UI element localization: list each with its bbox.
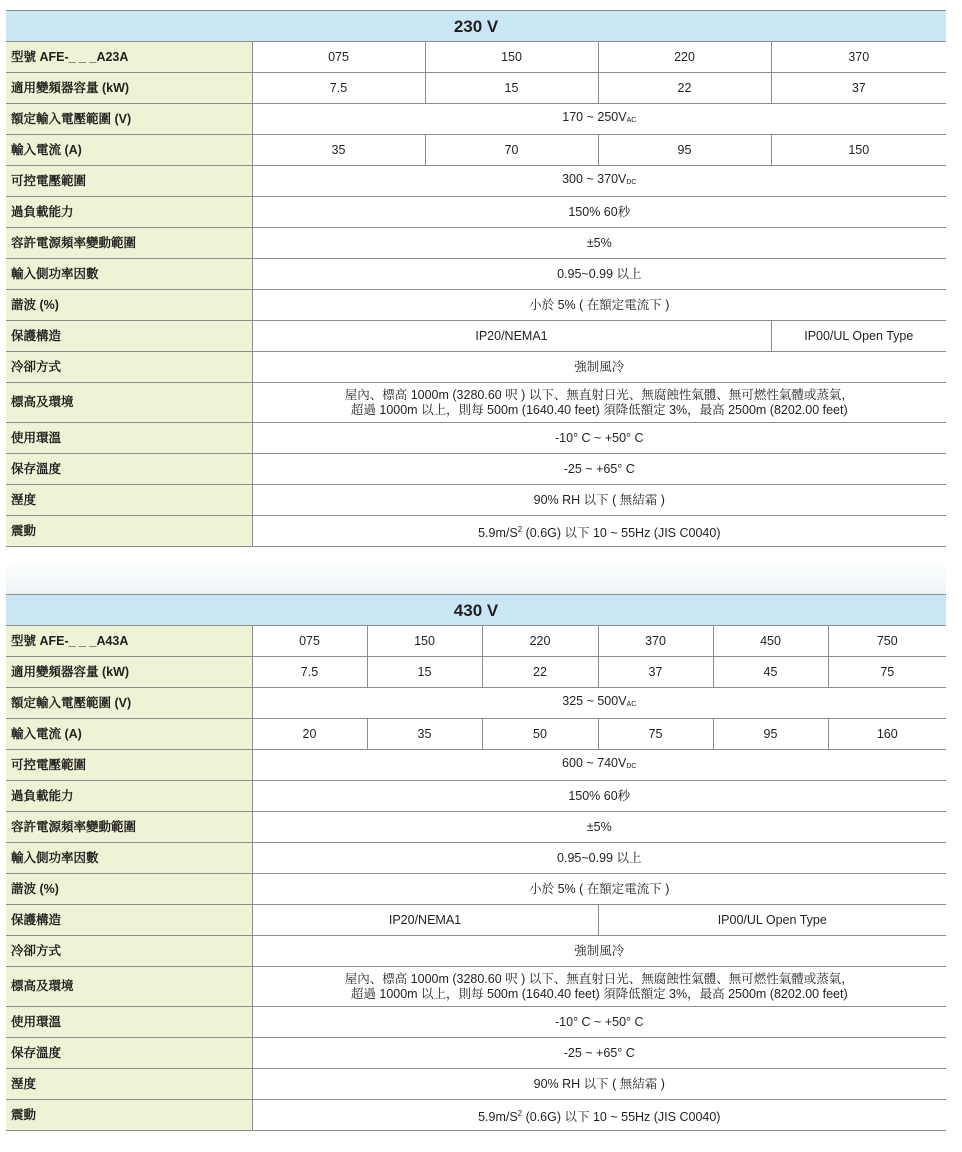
altitude-cell: 屋內、標高 1000m (3280.60 呎 ) 以下、無直射日光、無腐蝕性氣體、無可燃性氣體或蒸氣， 超過 1000m 以上，則每 500m (1640.40 feet) 須降低額定 3%，最高 2500m (8202.00 feet) <box>252 383 946 423</box>
table-row <box>6 290 946 321</box>
section-divider <box>6 560 946 594</box>
row-label-harmonics: 諧波 (%) <box>6 290 252 321</box>
table-row <box>6 516 946 547</box>
rated-voltage-cell: 325 ~ 500VAC <box>252 688 946 719</box>
table-row <box>6 1100 946 1131</box>
row-label-overload: 過負載能力 <box>6 197 252 228</box>
row-label-input-current: 輸入電流 (A) <box>6 719 252 750</box>
freq-tolerance-cell: ±5% <box>252 812 946 843</box>
current-cell: 160 <box>828 719 946 750</box>
model-cell: 220 <box>482 626 598 657</box>
table-row <box>6 423 946 454</box>
row-label-rated-voltage: 額定輸入電壓範圍 (V) <box>6 688 252 719</box>
table-row <box>6 905 946 936</box>
capacity-cell: 7.5 <box>252 657 367 688</box>
current-cell: 150 <box>771 135 946 166</box>
model-cell: 075 <box>252 626 367 657</box>
row-label-overload: 過負載能力 <box>6 781 252 812</box>
row-label-operating-temp: 使用環溫 <box>6 423 252 454</box>
table-row <box>6 42 946 73</box>
row-label-capacity: 適用變頻器容量 (kW) <box>6 657 252 688</box>
power-factor-cell: 0.95~0.99 以上 <box>252 259 946 290</box>
rated-voltage-cell: 170 ~ 250VAC <box>252 104 946 135</box>
table-row <box>6 874 946 905</box>
controllable-voltage-cell: 600 ~ 740VDC <box>252 750 946 781</box>
table-row <box>6 73 946 104</box>
current-cell: 70 <box>425 135 598 166</box>
cooling-cell: 強制風冷 <box>252 352 946 383</box>
row-label-altitude: 標高及環境 <box>6 383 252 423</box>
harmonics-cell: 小於 5% ( 在額定電流下 ) <box>252 874 946 905</box>
table-row <box>6 321 946 352</box>
row-label-power-factor: 輸入側功率因數 <box>6 259 252 290</box>
model-cell: 150 <box>367 626 482 657</box>
row-label-cooling: 冷卻方式 <box>6 936 252 967</box>
table-row <box>6 719 946 750</box>
current-cell: 35 <box>252 135 425 166</box>
table-row <box>6 197 946 228</box>
table-row <box>6 352 946 383</box>
overload-cell: 150% 60秒 <box>252 781 946 812</box>
model-cell: 220 <box>598 42 771 73</box>
table-row <box>6 936 946 967</box>
row-label-altitude: 標高及環境 <box>6 967 252 1007</box>
table-row <box>6 750 946 781</box>
row-label-storage-temp: 保存溫度 <box>6 1038 252 1069</box>
altitude-cell: 屋內、標高 1000m (3280.60 呎 ) 以下、無直射日光、無腐蝕性氣體、無可燃性氣體或蒸氣， 超過 1000m 以上，則每 500m (1640.40 feet) 須降低額定 3%，最高 2500m (8202.00 feet) <box>252 967 946 1007</box>
current-cell: 35 <box>367 719 482 750</box>
current-cell: 50 <box>482 719 598 750</box>
table-row <box>6 1007 946 1038</box>
table-title-row <box>6 11 946 42</box>
row-label-vibration: 震動 <box>6 1100 252 1131</box>
storage-temp-cell: -25 ~ +65° C <box>252 454 946 485</box>
controllable-voltage-cell: 300 ~ 370VDC <box>252 166 946 197</box>
table-row <box>6 166 946 197</box>
protection-cell: IP20/NEMA1 <box>252 905 598 936</box>
row-label-vibration: 震動 <box>6 516 252 547</box>
row-label-humidity: 溼度 <box>6 1069 252 1100</box>
table-row <box>6 781 946 812</box>
table-row <box>6 383 946 423</box>
harmonics-cell: 小於 5% ( 在額定電流下 ) <box>252 290 946 321</box>
freq-tolerance-cell: ±5% <box>252 228 946 259</box>
spec-table-230v <box>6 10 946 547</box>
row-label-protection: 保護構造 <box>6 321 252 352</box>
capacity-cell: 22 <box>598 73 771 104</box>
row-label-protection: 保護構造 <box>6 905 252 936</box>
row-label-model: 型號 AFE-_ _ _A43A <box>6 626 252 657</box>
humidity-cell: 90% RH 以下 ( 無結霜 ) <box>252 485 946 516</box>
row-label-rated-voltage: 額定輸入電壓範圍 (V) <box>6 104 252 135</box>
table-row <box>6 843 946 874</box>
humidity-cell: 90% RH 以下 ( 無結霜 ) <box>252 1069 946 1100</box>
row-label-humidity: 溼度 <box>6 485 252 516</box>
capacity-cell: 22 <box>482 657 598 688</box>
row-label-operating-temp: 使用環溫 <box>6 1007 252 1038</box>
model-cell: 370 <box>598 626 713 657</box>
table-title: 430 V <box>6 595 946 626</box>
cooling-cell: 強制風冷 <box>252 936 946 967</box>
capacity-cell: 45 <box>713 657 828 688</box>
operating-temp-cell: -10° C ~ +50° C <box>252 423 946 454</box>
table-row <box>6 104 946 135</box>
row-label-controllable-voltage: 可控電壓範圍 <box>6 166 252 197</box>
table-row <box>6 1069 946 1100</box>
storage-temp-cell: -25 ~ +65° C <box>252 1038 946 1069</box>
current-cell: 20 <box>252 719 367 750</box>
row-label-freq-tolerance: 容許電源頻率變動範圍 <box>6 812 252 843</box>
row-label-controllable-voltage: 可控電壓範圍 <box>6 750 252 781</box>
protection-cell: IP20/NEMA1 <box>252 321 771 352</box>
table-row <box>6 657 946 688</box>
table-row <box>6 812 946 843</box>
table-title: 230 V <box>6 11 946 42</box>
model-cell: 075 <box>252 42 425 73</box>
row-label-storage-temp: 保存溫度 <box>6 454 252 485</box>
model-cell: 750 <box>828 626 946 657</box>
operating-temp-cell: -10° C ~ +50° C <box>252 1007 946 1038</box>
row-label-harmonics: 諧波 (%) <box>6 874 252 905</box>
table-row <box>6 688 946 719</box>
table-title-row <box>6 595 946 626</box>
capacity-cell: 37 <box>771 73 946 104</box>
model-cell: 150 <box>425 42 598 73</box>
table-row <box>6 967 946 1007</box>
table-row <box>6 135 946 166</box>
current-cell: 95 <box>713 719 828 750</box>
spec-table-430v <box>6 594 946 1131</box>
capacity-cell: 15 <box>425 73 598 104</box>
model-cell: 370 <box>771 42 946 73</box>
vibration-cell: $5.9m/S^2$ (0.6G) 以下 10 ~ 55Hz (JIS C0040) <box>252 516 946 547</box>
table-row <box>6 228 946 259</box>
current-cell: 95 <box>598 135 771 166</box>
table-row <box>6 626 946 657</box>
capacity-cell: 15 <box>367 657 482 688</box>
table-row <box>6 485 946 516</box>
protection-cell: IP00/UL Open Type <box>771 321 946 352</box>
overload-cell: 150% 60秒 <box>252 197 946 228</box>
model-cell: 450 <box>713 626 828 657</box>
row-label-capacity: 適用變頻器容量 (kW) <box>6 73 252 104</box>
capacity-cell: 37 <box>598 657 713 688</box>
protection-cell: IP00/UL Open Type <box>598 905 946 936</box>
row-label-input-current: 輸入電流 (A) <box>6 135 252 166</box>
capacity-cell: 7.5 <box>252 73 425 104</box>
row-label-cooling: 冷卻方式 <box>6 352 252 383</box>
table-row <box>6 454 946 485</box>
row-label-power-factor: 輸入側功率因數 <box>6 843 252 874</box>
power-factor-cell: 0.95~0.99 以上 <box>252 843 946 874</box>
current-cell: 75 <box>598 719 713 750</box>
table-row <box>6 259 946 290</box>
capacity-cell: 75 <box>828 657 946 688</box>
vibration-cell: $5.9m/S^2$ (0.6G) 以下 10 ~ 55Hz (JIS C0040) <box>252 1100 946 1131</box>
table-row <box>6 1038 946 1069</box>
row-label-freq-tolerance: 容許電源頻率變動範圍 <box>6 228 252 259</box>
row-label-model: 型號 AFE-_ _ _A23A <box>6 42 252 73</box>
